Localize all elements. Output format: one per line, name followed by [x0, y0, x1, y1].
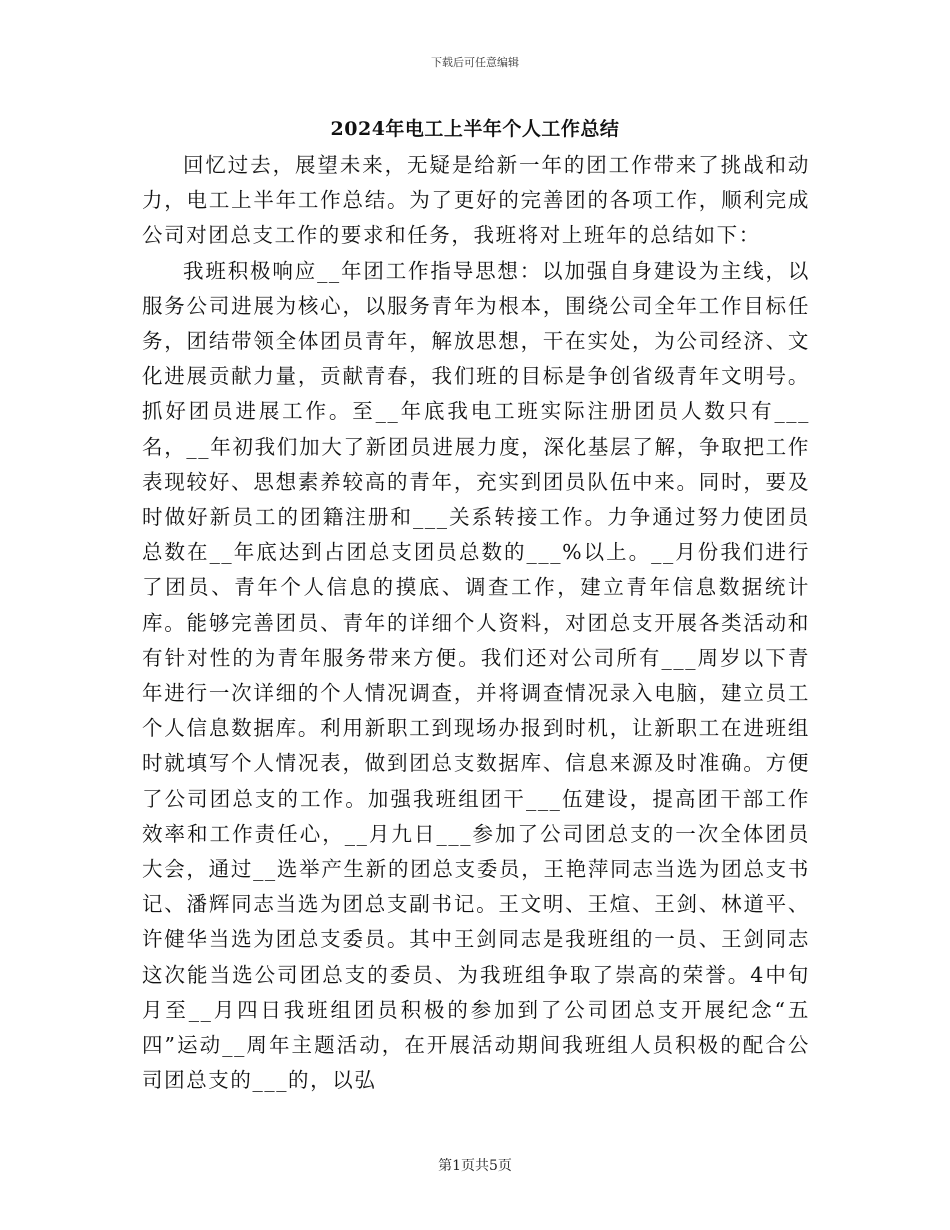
page-header-note: 下载后可任意编辑 [431, 56, 519, 69]
page-number: 第1页共5页 [438, 1158, 512, 1174]
paragraph-intro: 回忆过去，展望未来，无疑是给新一年的团工作带来了挑战和动力，电工上半年工作总结。为了更好的完善团的各项工作，顺利完成公司对团总支工作的要求和任务，我班将对上班年的总结如下： [142, 153, 810, 248]
paragraph-main: 我班积极响应__年团工作指导思想：以加强自身建设为主线，以服务公司进展为核心，以服务青年为根本，围绕公司全年工作目标任务，团结带领全体团员青年，解放思想，干在实处，为公司经济、文化进展贡献力量，贡献青春，我们班的目标是争创省级青年文明号。抓好团员进展工作。至__年底我电工班实际注册团员人数只有___名，__年初我们加大了新团员进展力度，深化基层了解，争取把工作表现较好、思想素养较高的青年，充实到团员队伍中来。同时，要及时做好新员工的团籍注册和___关系转接工作。力争通过努力使团员总数在__年底达到占团总支团员总数的___%以上。__月份我们进行了团员、青年个人信息的摸底、调查工作，建立青年信息数据统计库。能够完善团员、青年的详细个人资料，对团总支开展各类活动和有针对性的为青年服务带来方便。我们还对公司所有___周岁以下青年进行一次详细的个人情况调查，并将调查情况录入电脑，建立员工个人信息数据库。利用新职工到现场办报到时机，让新职工在进班组时就填写个人情况表，做到团总支数据库、信息来源及时准确。方便了公司团总支的工作。加强我班组团干___伍建设，提高团干部工作效率和工作责任心，__月九日___参加了公司团总支的一次全体团员大会，通过__选举产生新的团总支委员，王艳萍同志当选为团总支书记、潘辉同志当选为团总支副书记。王文明、王煊、王剑、林道平、许健华当选为团总支委员。其中王剑同志是我班组的一员、王剑同志这次能当选公司团总支的委员、为我班组争取了崇高的荣誉。4中旬月至__月四日我班组团员积极的参加到了公司团总支开展纪念“五四”运动__周年主题活动，在开展活动期间我班组人员积极的配合公司团总支的___的，以弘 [142, 258, 810, 1093]
document-body [142, 148, 810, 1098]
document-title: 2024年电工上半年个人工作总结 [330, 118, 620, 140]
